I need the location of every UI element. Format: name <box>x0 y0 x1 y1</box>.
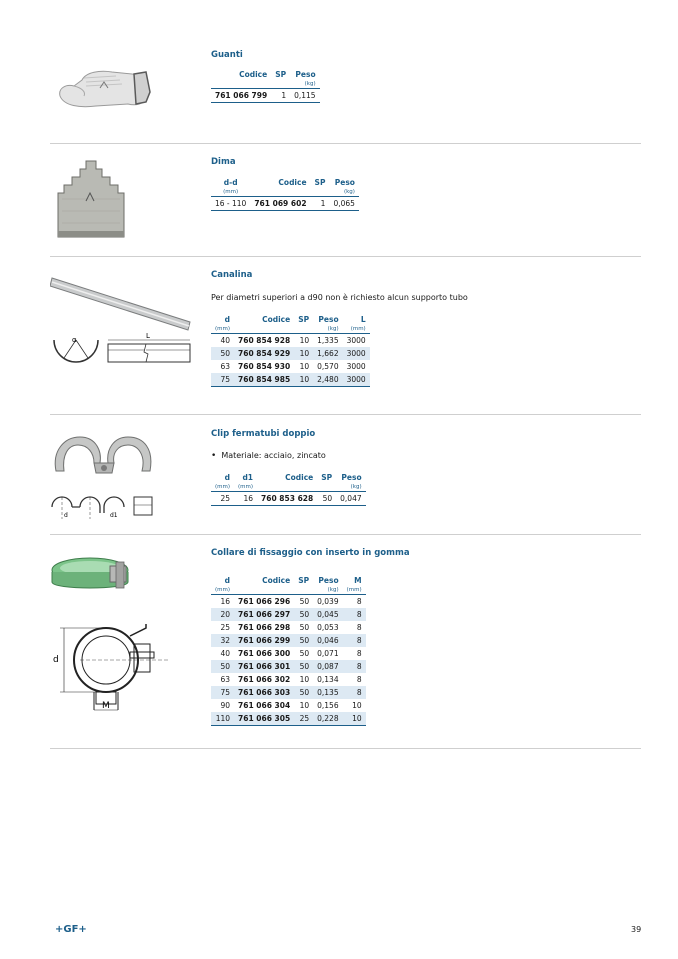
table-row <box>211 595 366 609</box>
product-title: Clip fermatubi doppio <box>211 429 316 439</box>
table-cell: 50 <box>299 597 310 606</box>
column-unit: (kg) <box>327 587 339 593</box>
table-cell: 16 - 110 <box>215 199 247 208</box>
table-cell: 50 <box>299 623 310 632</box>
column-header: Codice <box>278 178 307 187</box>
table-cell: 3000 <box>346 336 366 345</box>
table-cell: 3000 <box>346 362 366 371</box>
table-cell: 1 <box>281 91 287 100</box>
column-header: d <box>224 576 231 585</box>
table-cell: 2,480 <box>313 373 342 387</box>
table-header-row <box>211 472 366 483</box>
column-unit: (mm) <box>223 189 239 195</box>
product-title: Dima <box>211 157 236 167</box>
table-row <box>211 197 359 211</box>
pipe-channel-icon <box>50 270 200 380</box>
table-cell: 10 <box>299 701 310 710</box>
table-header-row <box>211 575 366 586</box>
table-cell: 16 <box>243 494 254 503</box>
table-row <box>211 492 366 506</box>
table-row <box>211 634 366 647</box>
table-cell: 50 <box>294 608 313 621</box>
table-header-row <box>211 314 370 325</box>
spec-table <box>211 177 359 211</box>
table-cell: 1,662 <box>313 347 342 360</box>
spec-table <box>211 69 320 103</box>
table-units-row <box>211 188 359 197</box>
table-units-row <box>211 325 370 334</box>
glove-image <box>56 62 152 112</box>
table-header-row <box>211 177 359 188</box>
table-cell: 25 <box>220 494 231 503</box>
table-cell: 50 <box>294 686 313 699</box>
column-unit: (mm) <box>346 587 362 593</box>
table-cell: 50 <box>211 660 234 673</box>
dimension-label-d: d <box>64 512 68 519</box>
table-cell: 63 <box>220 675 231 684</box>
column-unit <box>234 586 294 595</box>
table-cell: 16 <box>220 597 231 606</box>
column-unit <box>311 188 330 197</box>
gf-logo: +GF+ <box>55 924 87 935</box>
column-header: Codice <box>262 315 291 324</box>
table-cell: 20 <box>211 608 234 621</box>
column-header: d <box>224 315 231 324</box>
product-section-clip <box>50 429 641 524</box>
column-header: Codice <box>262 576 291 585</box>
table-cell: 8 <box>343 660 366 673</box>
page-number: 39 <box>631 925 642 934</box>
table-units-row <box>211 483 366 492</box>
glove-icon <box>56 62 152 112</box>
column-unit <box>211 80 271 89</box>
table-row <box>211 347 370 360</box>
table-cell: 8 <box>343 634 366 647</box>
table-cell: 10 <box>299 362 310 371</box>
product-section-canalina <box>50 270 641 405</box>
column-unit: (kg) <box>350 484 362 490</box>
section-divider <box>50 143 641 144</box>
table-cell: 1 <box>320 199 326 208</box>
column-header: Peso <box>334 178 355 187</box>
column-unit: (mm) <box>215 484 231 490</box>
template-gauge-image <box>56 159 126 239</box>
table-cell: 0,053 <box>317 623 339 632</box>
spec-table <box>211 472 366 506</box>
table-cell: 10 <box>294 373 313 387</box>
dimension-label-d: d <box>53 655 59 665</box>
pipe-channel-image <box>50 270 200 380</box>
table-row <box>211 89 320 103</box>
table-cell: 761 066 298 <box>238 623 291 632</box>
table-cell: 761 066 302 <box>238 675 291 684</box>
column-unit <box>234 325 294 334</box>
table-cell: 0,047 <box>340 494 362 503</box>
template-gauge-icon <box>56 159 126 239</box>
rubber-lined-clamp-icon <box>50 548 180 718</box>
table-cell: 32 <box>211 634 234 647</box>
table-cell: 760 854 928 <box>238 336 291 345</box>
table-cell: 761 066 799 <box>215 91 268 100</box>
table-row <box>211 373 370 387</box>
table-units-row <box>211 80 320 89</box>
column-header: SP <box>314 178 326 187</box>
table-cell: 50 <box>211 347 234 360</box>
dimension-label-m: M <box>102 701 110 711</box>
table-cell: 10 <box>343 712 366 726</box>
table-cell: 760 854 985 <box>234 373 294 387</box>
table-cell: 50 <box>322 494 333 503</box>
column-unit <box>317 483 336 492</box>
double-pipe-clip-image <box>50 431 160 521</box>
table-cell: 8 <box>356 675 362 684</box>
table-cell: 8 <box>343 686 366 699</box>
column-unit: (mm) <box>215 587 231 593</box>
column-header: SP <box>275 70 287 79</box>
table-cell: 761 066 303 <box>234 686 294 699</box>
spec-table <box>211 314 370 387</box>
section-divider <box>50 414 641 415</box>
table-cell: 0,570 <box>317 362 339 371</box>
table-cell: 3000 <box>343 347 370 360</box>
table-row <box>211 712 366 726</box>
table-cell: 75 <box>211 373 234 387</box>
double-pipe-clip-icon <box>50 431 160 521</box>
table-cell: 3000 <box>343 373 370 387</box>
table-cell: 0,039 <box>317 597 339 606</box>
length-label: L <box>146 332 150 340</box>
table-cell: 761 066 300 <box>238 649 291 658</box>
product-section-dima <box>50 157 641 247</box>
table-cell: 0,115 <box>294 91 316 100</box>
product-title: Canalina <box>211 270 253 280</box>
column-header: SP <box>321 473 333 482</box>
table-cell: 0,071 <box>317 649 339 658</box>
column-header: Peso <box>318 315 339 324</box>
table-cell: 10 <box>352 701 362 710</box>
table-cell: 25 <box>294 712 313 726</box>
table-cell: 63 <box>220 362 231 371</box>
column-header: Peso <box>318 576 339 585</box>
product-feature-bullet: • Materiale: acciaio, zincato <box>211 451 366 461</box>
product-description: Per diametri superiori a d90 non è richiesto alcun supporto tubo <box>211 293 468 302</box>
table-row <box>211 686 366 699</box>
table-row <box>211 660 366 673</box>
column-header: d <box>224 473 231 482</box>
table-cell: 760 853 628 <box>261 494 314 503</box>
table-cell: 8 <box>356 649 362 658</box>
table-cell: 50 <box>299 649 310 658</box>
column-unit: (kg) <box>343 189 355 195</box>
table-cell: 0,135 <box>313 686 342 699</box>
section-divider <box>50 748 641 749</box>
table-cell: 40 <box>220 336 231 345</box>
table-cell: 8 <box>356 597 362 606</box>
product-title: Guanti <box>211 50 243 60</box>
table-cell: 761 066 305 <box>234 712 294 726</box>
table-cell: 40 <box>220 649 231 658</box>
column-header: Peso <box>341 473 362 482</box>
table-cell: 760 854 930 <box>238 362 291 371</box>
column-header: Codice <box>285 473 314 482</box>
table-cell: 8 <box>343 608 366 621</box>
table-cell: 761 066 297 <box>234 608 294 621</box>
table-row <box>211 647 366 660</box>
table-cell: 10 <box>299 675 310 684</box>
section-divider <box>50 534 641 535</box>
column-unit <box>257 483 317 492</box>
table-cell: 75 <box>211 686 234 699</box>
column-unit: (mm) <box>350 326 366 332</box>
column-unit: (mm) <box>238 484 254 490</box>
table-cell: 8 <box>356 623 362 632</box>
table-cell: 10 <box>299 336 310 345</box>
product-title: Collare di fissaggio con inserto in gomma <box>211 548 410 558</box>
table-row <box>211 673 366 686</box>
table-cell: 0,228 <box>313 712 342 726</box>
column-unit: (kg) <box>327 326 339 332</box>
table-cell: 10 <box>294 347 313 360</box>
angle-label: α <box>72 336 77 344</box>
column-header: M <box>354 576 362 585</box>
rubber-lined-clamp-image <box>50 548 180 718</box>
table-units-row <box>211 586 366 595</box>
table-cell: 90 <box>220 701 231 710</box>
column-header: L <box>360 315 366 324</box>
column-header: d-d <box>223 178 238 187</box>
table-cell: 25 <box>220 623 231 632</box>
table-cell: 0,046 <box>313 634 342 647</box>
table-row <box>211 621 366 634</box>
table-cell: 761 066 301 <box>234 660 294 673</box>
table-cell: 0,134 <box>317 675 339 684</box>
column-header: SP <box>298 576 310 585</box>
column-header: Peso <box>295 70 316 79</box>
table-cell: 761 066 299 <box>234 634 294 647</box>
column-header: SP <box>298 315 310 324</box>
column-header: d1 <box>242 473 254 482</box>
column-unit <box>271 80 290 89</box>
table-cell: 760 854 929 <box>234 347 294 360</box>
table-cell: 50 <box>294 634 313 647</box>
spec-table <box>211 575 366 726</box>
product-section-collare <box>50 548 641 743</box>
table-cell: 1,335 <box>317 336 339 345</box>
table-row <box>211 360 370 373</box>
column-header: Codice <box>239 70 268 79</box>
column-unit <box>250 188 310 197</box>
table-row <box>211 699 366 712</box>
table-cell: 0,087 <box>313 660 342 673</box>
table-cell: 110 <box>211 712 234 726</box>
column-unit <box>294 586 313 595</box>
table-cell: 50 <box>294 660 313 673</box>
table-cell: 761 066 296 <box>238 597 291 606</box>
table-cell: 0,156 <box>317 701 339 710</box>
table-cell: 0,065 <box>333 199 355 208</box>
table-cell: 761 066 304 <box>238 701 291 710</box>
table-cell: 761 069 602 <box>254 199 307 208</box>
table-header-row <box>211 69 320 80</box>
section-divider <box>50 256 641 257</box>
column-unit: (kg) <box>304 81 316 87</box>
table-cell: 0,045 <box>313 608 342 621</box>
column-unit: (mm) <box>215 326 231 332</box>
dimension-label-d1: d1 <box>110 512 118 519</box>
table-row <box>211 334 370 348</box>
product-section-guanti <box>50 50 641 130</box>
table-row <box>211 608 366 621</box>
column-unit <box>294 325 313 334</box>
